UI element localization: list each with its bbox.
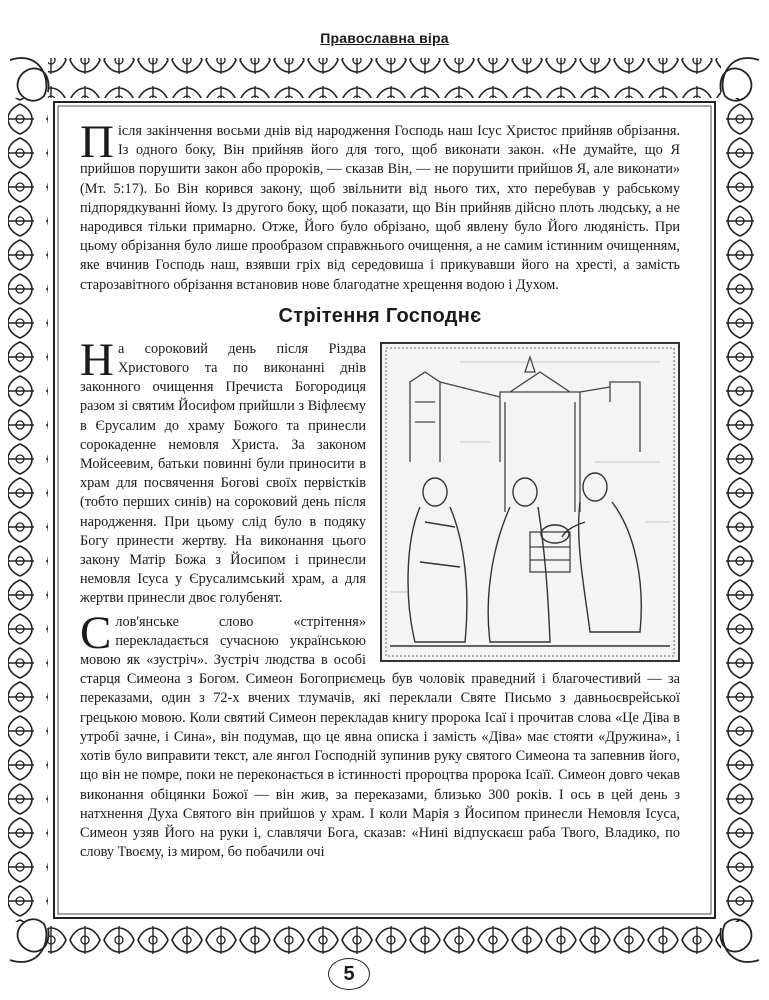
drop-cap: С — [80, 606, 112, 659]
drop-cap: П — [80, 116, 114, 168]
page-content — [80, 116, 680, 862]
section-title: Стрітення Господнє — [278, 304, 482, 327]
page-number: 5 — [328, 958, 370, 990]
paragraph-text: лов'янське слово «стрітення» перекладається сучасною українською мовою як «зустріч». Зустріч людства в особі старця Симеона з Богом. Симеон Богоприємець був чоловік праведний і благочестивий — за переказами, один з 72-х вчених тлумачів, які переклали Святе Письмо з давньоєврейської грецькою мовою. Коли святий Симеон перекладав книгу пророка Ісаї і прочитав слова «Це Діва в утробі зачне, і Сина», він подумав, що це явна описка і замість «Діва» має стояти «Дружина», і хотів було виправити текст, але янгол Господній зупинив руку святого Симеона та запевнив його, що він не помре, поки не переконається в істинності пророцтва пророка Ісаїї. Симеон довго чекав виконання обіцянки Божої — він жив, за переказами, близько 300 років. І ось в цей день з натхнення Духа Святого він прийшов у храм. І коли Марія з Йосипом принесли Немовля Ісуса, Симеон узяв Його на руки і, славлячи Бога, сказав: «Нині відпускаєш раба Твого, Владико, по слову Твоєму, із миром, бо побачили очі — [80, 613, 680, 861]
paragraph-circumcision — [80, 116, 680, 295]
running-header: Православна віра — [320, 30, 449, 46]
drop-cap: Н — [80, 333, 114, 386]
presentation-icon-image — [380, 342, 680, 662]
paragraph-text: ісля закінчення восьми днів від народження Господь наш Ісус Христос прийняв обрізання. Із одного боку, Він прийняв його для того, щоб виконати закон. «Не думайте, що Я прийшов порушити закон або пророків, — сказав Він, — не порушити прийшов Я, але виконати» (Мт. 5:17). Бо Він корився закону, щоб звільнити від нього тих, хто перебував у рабському підпорядкуванні йому. Із другого боку, щоб показати, що Він прийняв дійсно плоть людську, а не народився тільки примарно. Отже, Його було обрізано, щоб явлену було Його людяність. При цьому обрізання було лише прообразом справжнього очищення, а не самим істинним очищенням, яке вчинив Господь наш, взявши гріх від середовиша і прикувавши його на хресті, а замість старозавітного обрізання встановив нове благодатне хрещення водою і Духом. — [80, 123, 680, 293]
paragraph-text: а сороковий день після Різдва Христового та по виконанні днів законного очищення Пречиста Богородиця разом зі святим Йосифом прийшли з Віфлеєму в Єрусалим до храму Божого та принесли сорокаденне немовля Христа. За законом Мойсеевим, батьки повинні були приносити в храм для посвячення Богові своїх первістків (тобто перших синів) на сороковий день після народження. При цьому слід було в подяку Богу принести жертву. На виконання цього закону Матір Божа з Йосипом і принесли немовля Ісуса у Єрусалимський храм, а для жертви принесли двоє голубенят. — [80, 340, 366, 607]
